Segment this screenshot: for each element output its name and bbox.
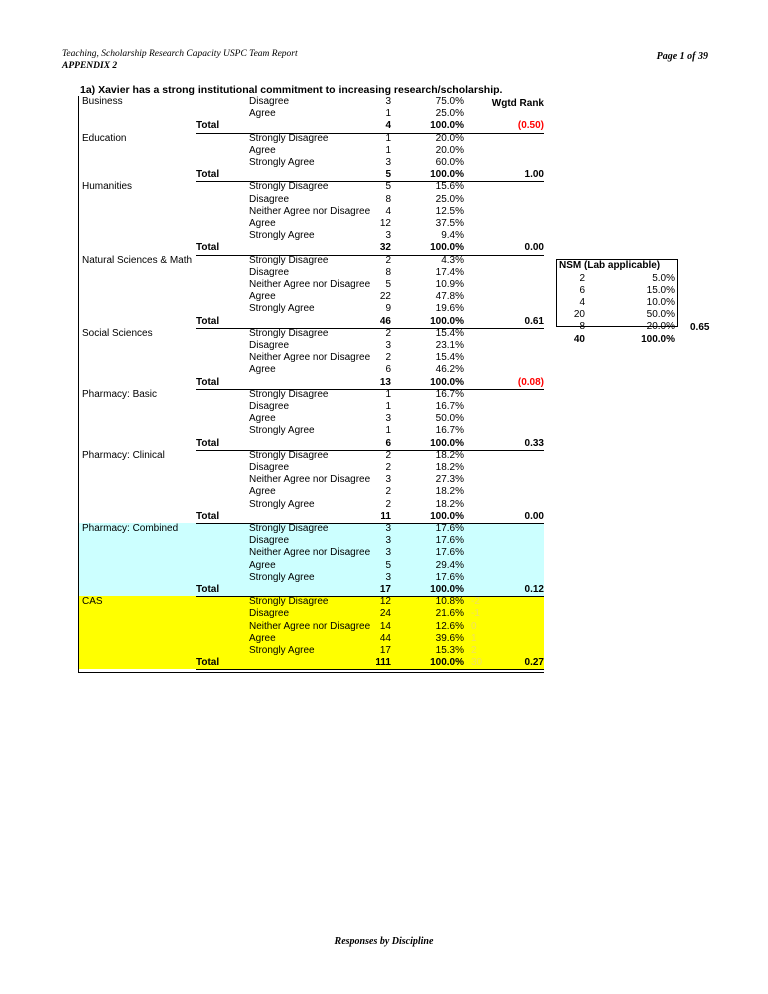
total-count: 11 xyxy=(380,510,391,522)
total-pct: 100.0% xyxy=(430,657,464,669)
discipline-name: Social Sciences xyxy=(82,327,153,339)
response-count: 2 xyxy=(385,486,391,498)
response-pct: 50.0% xyxy=(435,413,464,425)
response-count: 5 xyxy=(385,181,391,193)
response-label: Agree xyxy=(249,218,276,229)
report-header xyxy=(62,48,298,72)
wgtd-rank-value: 0.00 xyxy=(524,242,544,254)
response-pct: 47.8% xyxy=(435,291,464,303)
response-pct: 17.4% xyxy=(435,266,464,278)
response-pct: 60.0% xyxy=(435,157,464,168)
nsm-pct: 10.0% xyxy=(646,296,675,308)
response-label: Strongly Disagree xyxy=(249,181,329,193)
response-count: 1 xyxy=(385,388,391,400)
total-pct: 100.0% xyxy=(430,120,464,132)
response-pct: 27.3% xyxy=(435,474,464,486)
response-label: Disagree xyxy=(249,193,290,205)
response-pct: 17.6% xyxy=(435,547,464,559)
nsm-count: 4 xyxy=(579,296,585,308)
total-count: 4 xyxy=(385,120,391,132)
nsm-lab-box xyxy=(556,259,678,345)
total-label: Total xyxy=(196,657,220,669)
report-title: Teaching, Scholarship Research Capacity USPC Team Report xyxy=(62,49,298,59)
response-label: Strongly Agree xyxy=(249,425,315,437)
response-pct: 18.2% xyxy=(435,498,464,510)
response-count: 3 xyxy=(385,535,391,547)
total-label: Total xyxy=(196,584,220,595)
response-pct: 20.0% xyxy=(435,144,464,156)
scale-value: 0 xyxy=(471,620,477,632)
scale-value: 1 xyxy=(471,632,477,644)
response-count: 3 xyxy=(385,413,391,425)
response-label: Strongly Agree xyxy=(249,303,315,315)
total-count: 17 xyxy=(379,584,391,595)
response-pct: 17.6% xyxy=(435,523,464,534)
response-count: 2 xyxy=(385,352,391,364)
nsm-count: 20 xyxy=(573,309,585,321)
total-label: Total xyxy=(196,315,220,327)
response-label: Neither Agree nor Disagree xyxy=(249,474,371,486)
wgtd-rank-value: 1.00 xyxy=(524,169,544,181)
total-label: Total xyxy=(196,376,220,388)
response-pct: 75.0% xyxy=(435,96,464,107)
response-count: 9 xyxy=(385,303,391,315)
response-pct: 21.6% xyxy=(435,608,464,620)
total-count: 5 xyxy=(385,169,391,181)
total-pct: 100.0% xyxy=(430,315,464,327)
nsm-title: NSM (Lab applicable) xyxy=(559,260,661,271)
response-label: Disagree xyxy=(249,96,290,107)
response-pct: 16.7% xyxy=(435,425,464,437)
total-label: Total xyxy=(196,437,220,449)
response-count: 3 xyxy=(385,523,391,534)
response-pct: 18.2% xyxy=(435,449,464,461)
response-label: Agree xyxy=(249,486,276,498)
nsm-total-pct: 100.0% xyxy=(641,333,675,345)
responses-table xyxy=(78,96,544,673)
total-pct: 100.0% xyxy=(430,510,464,522)
response-count: 3 xyxy=(385,157,391,168)
response-pct: 12.5% xyxy=(435,205,464,217)
response-pct: 12.6% xyxy=(435,620,464,632)
nsm-pct: 20.0% xyxy=(646,321,675,333)
response-count: 4 xyxy=(385,205,391,217)
response-label: Agree xyxy=(249,632,276,644)
wgtd-rank-value: (0.08) xyxy=(517,376,544,388)
response-label: Strongly Agree xyxy=(249,498,315,510)
response-count: 2 xyxy=(385,462,391,473)
response-label: Strongly Disagree xyxy=(249,327,329,339)
scale-total: 30 xyxy=(471,657,483,669)
response-pct: 17.6% xyxy=(435,535,464,547)
total-count: 6 xyxy=(385,437,391,449)
response-count: 12 xyxy=(379,596,391,608)
response-label: Strongly Agree xyxy=(249,571,315,583)
response-label: Strongly Disagree xyxy=(249,388,329,400)
response-count: 5 xyxy=(385,279,391,290)
response-pct: 9.4% xyxy=(441,230,464,242)
nsm-pct: 15.0% xyxy=(646,284,675,296)
wgtd-rank-value: 0.33 xyxy=(524,437,544,449)
response-count: 44 xyxy=(379,632,391,644)
discipline-name: Business xyxy=(82,96,123,107)
response-count: 5 xyxy=(385,559,391,571)
question-title: 1a) Xavier has a strong institutional commitment to increasing research/scholarship. xyxy=(80,84,503,96)
discipline-name: Pharmacy: Clinical xyxy=(82,449,165,461)
response-count: 14 xyxy=(379,620,391,632)
response-label: Strongly Agree xyxy=(249,157,315,168)
response-count: 1 xyxy=(385,132,391,144)
response-pct: 18.2% xyxy=(435,486,464,498)
nsm-count: 8 xyxy=(579,321,585,333)
response-pct: 25.0% xyxy=(435,108,464,120)
response-count: 2 xyxy=(385,498,391,510)
response-label: Strongly Disagree xyxy=(249,596,329,608)
response-label: Disagree xyxy=(249,340,290,351)
response-label: Neither Agree nor Disagree xyxy=(249,620,371,632)
response-label: Strongly Disagree xyxy=(249,254,329,266)
response-label: Disagree xyxy=(249,535,290,547)
scale-value: -2 xyxy=(471,596,480,608)
total-count: 32 xyxy=(379,242,391,254)
response-pct: 10.8% xyxy=(435,596,464,608)
wgtd-rank-value: 0.27 xyxy=(524,657,544,669)
response-label: Strongly Disagree xyxy=(249,449,329,461)
wgtd-rank-value: 0.61 xyxy=(524,315,544,327)
total-separator xyxy=(196,669,544,670)
response-pct: 15.4% xyxy=(435,327,464,339)
response-pct: 46.2% xyxy=(435,364,464,376)
response-label: Agree xyxy=(249,364,276,376)
wgtd-rank-header: Wgtd Rank xyxy=(491,98,544,109)
nsm-pct: 5.0% xyxy=(652,272,675,284)
response-pct: 16.7% xyxy=(435,388,464,400)
response-pct: 18.2% xyxy=(435,462,464,473)
response-count: 3 xyxy=(385,571,391,583)
response-pct: 15.4% xyxy=(435,352,464,364)
discipline-name: CAS xyxy=(82,596,103,608)
response-count: 24 xyxy=(379,608,391,620)
response-count: 3 xyxy=(385,340,391,351)
nsm-total-count: 40 xyxy=(573,333,585,345)
response-count: 8 xyxy=(385,193,391,205)
response-pct: 17.6% xyxy=(435,571,464,583)
nsm-rank: 0.65 xyxy=(690,322,710,333)
response-count: 3 xyxy=(385,230,391,242)
scale-value: 2 xyxy=(471,645,477,656)
response-label: Disagree xyxy=(249,608,290,620)
total-pct: 100.0% xyxy=(430,584,464,595)
response-count: 12 xyxy=(379,218,391,229)
nsm-count: 2 xyxy=(579,272,585,284)
response-label: Neither Agree nor Disagree xyxy=(249,352,371,364)
discipline-name: Education xyxy=(82,132,127,144)
response-pct: 15.3% xyxy=(435,645,464,656)
response-pct: 10.9% xyxy=(435,279,464,290)
total-count: 46 xyxy=(379,315,391,327)
wgtd-rank-value: 0.00 xyxy=(524,510,544,522)
nsm-count: 6 xyxy=(579,284,585,296)
response-pct: 39.6% xyxy=(435,632,464,644)
response-count: 3 xyxy=(385,547,391,559)
response-label: Disagree xyxy=(249,266,290,278)
response-pct: 15.6% xyxy=(435,181,464,193)
response-label: Strongly Disagree xyxy=(249,523,329,534)
response-label: Disagree xyxy=(249,401,290,412)
discipline-name: Pharmacy: Combined xyxy=(82,523,179,534)
nsm-pct: 50.0% xyxy=(646,309,675,321)
response-label: Disagree xyxy=(249,462,290,473)
response-pct: 20.0% xyxy=(435,132,464,144)
response-count: 1 xyxy=(385,108,391,120)
discipline-name: Pharmacy: Basic xyxy=(82,388,158,400)
response-label: Neither Agree nor Disagree xyxy=(249,205,371,217)
response-label: Agree xyxy=(249,291,276,303)
response-label: Strongly Agree xyxy=(249,645,315,656)
discipline-name: Humanities xyxy=(82,181,133,193)
response-pct: 25.0% xyxy=(435,193,464,205)
response-count: 8 xyxy=(385,266,391,278)
response-pct: 16.7% xyxy=(435,401,464,412)
response-label: Agree xyxy=(249,144,276,156)
response-count: 1 xyxy=(385,144,391,156)
total-label: Total xyxy=(196,169,220,181)
response-label: Strongly Agree xyxy=(249,230,315,242)
response-label: Agree xyxy=(249,413,276,425)
total-pct: 100.0% xyxy=(430,242,464,254)
response-label: Neither Agree nor Disagree xyxy=(249,547,371,559)
total-label: Total xyxy=(196,120,220,132)
total-pct: 100.0% xyxy=(430,169,464,181)
response-count: 2 xyxy=(385,327,391,339)
response-pct: 29.4% xyxy=(435,559,464,571)
total-count: 111 xyxy=(375,657,391,669)
response-pct: 4.3% xyxy=(441,254,464,266)
response-count: 17 xyxy=(379,645,391,656)
discipline-name: Natural Sciences & Math xyxy=(82,254,193,266)
response-count: 3 xyxy=(385,474,391,486)
scale-value: -1 xyxy=(471,608,480,620)
page-number: Page 1 of 39 xyxy=(656,51,708,62)
response-label: Agree xyxy=(249,108,276,120)
response-label: Neither Agree nor Disagree xyxy=(249,279,371,290)
response-count: 22 xyxy=(379,291,391,303)
response-pct: 23.1% xyxy=(435,340,464,351)
appendix-label: APPENDIX 2 xyxy=(62,61,118,71)
total-pct: 100.0% xyxy=(430,437,464,449)
response-label: Agree xyxy=(249,559,276,571)
response-count: 1 xyxy=(385,401,391,412)
page-footer: Responses by Discipline xyxy=(334,936,434,947)
response-count: 2 xyxy=(385,449,391,461)
response-label: Strongly Disagree xyxy=(249,132,329,144)
response-pct: 37.5% xyxy=(435,218,464,229)
response-pct: 19.6% xyxy=(435,303,464,315)
response-count: 6 xyxy=(385,364,391,376)
response-count: 1 xyxy=(385,425,391,437)
total-label: Total xyxy=(196,242,220,254)
response-count: 2 xyxy=(385,254,391,266)
total-label: Total xyxy=(196,510,220,522)
total-pct: 100.0% xyxy=(430,376,464,388)
total-count: 13 xyxy=(379,376,391,388)
response-count: 3 xyxy=(385,96,391,107)
wgtd-rank-value: (0.50) xyxy=(517,120,544,132)
wgtd-rank-value: 0.12 xyxy=(524,584,544,595)
